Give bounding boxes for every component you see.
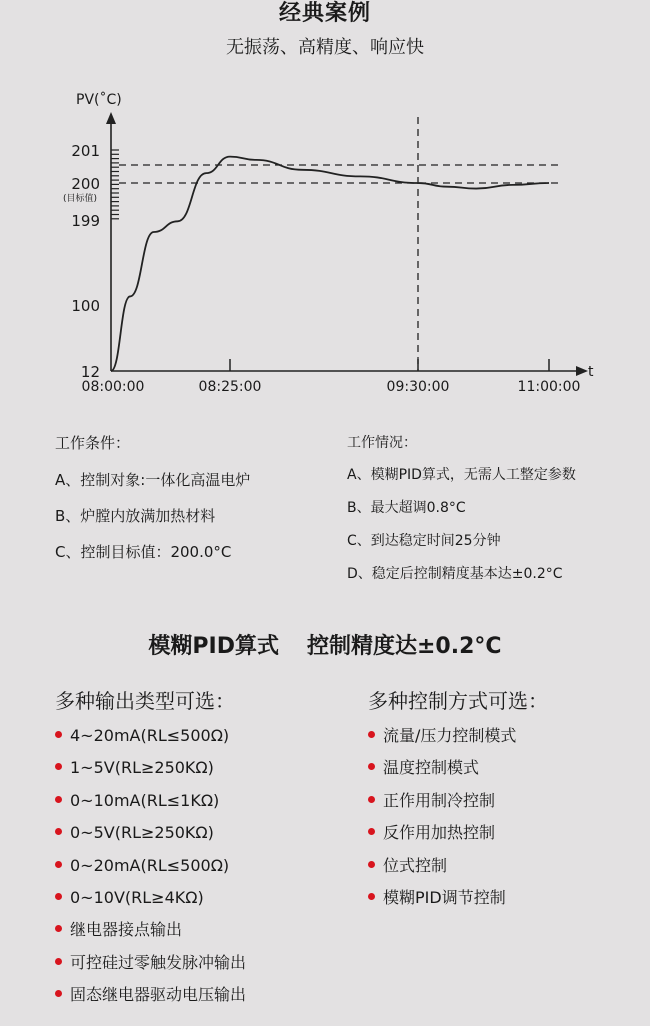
outputs-list <box>55 722 246 1014</box>
option-item <box>55 754 246 786</box>
option-item <box>368 852 516 884</box>
bullet-icon <box>55 796 62 803</box>
option-item <box>368 884 516 916</box>
bullet-icon <box>55 861 62 868</box>
option-label: 0~10mA(RL≤1KΩ) <box>70 790 220 810</box>
option-label: 0~5V(RL≥250KΩ) <box>70 823 214 843</box>
bullet-icon <box>368 796 375 803</box>
reference-lines <box>119 117 563 371</box>
bullet-icon <box>368 893 375 900</box>
bullet-icon <box>55 731 62 738</box>
option-label: 0~20mA(RL≤500Ω) <box>70 855 230 875</box>
conditions-title: 工作条件： <box>55 434 131 452</box>
option-label: 继电器接点输出 <box>70 920 183 940</box>
list-item: D、稳定后控制精度基本达±0.2°C <box>347 566 563 582</box>
page-title: 经典案例 <box>278 1 371 26</box>
option-item <box>368 722 516 754</box>
x-axis-label: t <box>588 364 594 380</box>
y-tick-label: 200 <box>71 175 100 193</box>
x-axis-arrow <box>576 366 588 376</box>
option-label: 流量/压力控制模式 <box>383 726 517 745</box>
option-item <box>55 884 246 916</box>
bullet-icon <box>55 958 62 965</box>
list-item: A、控制对象:一体化高温电炉 <box>55 471 251 489</box>
option-item <box>55 949 246 981</box>
y-tick-label: 199 <box>71 212 100 230</box>
option-item <box>368 754 516 786</box>
option-label: 反作用加热控制 <box>383 823 496 843</box>
bullet-icon <box>55 893 62 900</box>
y-minor-ticks <box>111 150 119 219</box>
option-item <box>368 787 516 819</box>
outputs-title: 多种输出类型可选： <box>55 689 235 713</box>
y-tick-label: 100 <box>71 297 100 315</box>
option-label: 位式控制 <box>383 855 448 875</box>
y-axis-arrow <box>106 112 116 124</box>
x-tick-label: 08:00:00 <box>81 379 145 395</box>
option-label: 0~10V(RL≥4KΩ) <box>70 887 204 907</box>
bullet-icon <box>55 763 62 770</box>
option-label: 模糊PID调节控制 <box>383 887 506 907</box>
results-title: 工作情况： <box>347 435 417 451</box>
option-label: 正作用制冷控制 <box>383 790 496 810</box>
option-item <box>55 722 246 754</box>
option-label: 4~20mA(RL≤500Ω) <box>70 726 230 745</box>
list-item: B、炉膛内放满加热材料 <box>55 507 216 525</box>
option-item <box>55 819 246 851</box>
option-item <box>368 819 516 851</box>
bullet-icon <box>368 731 375 738</box>
modes-list <box>368 722 516 916</box>
option-item <box>55 852 246 884</box>
x-tick-label: 08:25:00 <box>198 379 262 395</box>
y-axis-label: PV(˚C) <box>76 92 122 108</box>
y-target-note: (目标值) <box>63 194 98 204</box>
x-ticks <box>82 359 581 395</box>
option-item <box>55 787 246 819</box>
response-curve <box>111 157 549 371</box>
option-label: 固态继电器驱动电压输出 <box>70 985 247 1005</box>
y-tick-label: 12 <box>80 363 100 381</box>
banner-right: 控制精度达±0.2°C <box>307 634 502 659</box>
list-item: C、控制目标值：200.0°C <box>55 543 232 561</box>
bullet-icon <box>55 990 62 997</box>
list-item: B、最大超调0.8°C <box>347 500 466 516</box>
list-item: C、到达稳定时间25分钟 <box>347 533 501 549</box>
y-tick-label: 201 <box>71 142 100 160</box>
list-item: A、模糊PID算式，无需人工整定参数 <box>347 467 576 483</box>
modes-title: 多种控制方式可选： <box>368 689 548 713</box>
feature-banner <box>0 632 650 662</box>
x-tick-label: 11:00:00 <box>517 379 581 395</box>
bullet-icon <box>55 828 62 835</box>
option-label: 可控硅过零触发脉冲输出 <box>70 952 247 972</box>
option-label: 1~5V(RL≥250KΩ) <box>70 758 214 778</box>
bullet-icon <box>368 861 375 868</box>
option-item <box>55 981 246 1013</box>
option-label: 温度控制模式 <box>383 758 480 778</box>
y-tick-labels <box>71 142 100 381</box>
bullet-icon <box>368 763 375 770</box>
option-item <box>55 916 246 948</box>
page-subtitle: 无振荡、高精度、响应快 <box>226 37 424 58</box>
banner-left: 模糊PID算式 <box>148 634 279 659</box>
bullet-icon <box>368 828 375 835</box>
response-chart <box>0 80 650 400</box>
x-tick-label: 09:30:00 <box>386 379 450 395</box>
bullet-icon <box>55 925 62 932</box>
